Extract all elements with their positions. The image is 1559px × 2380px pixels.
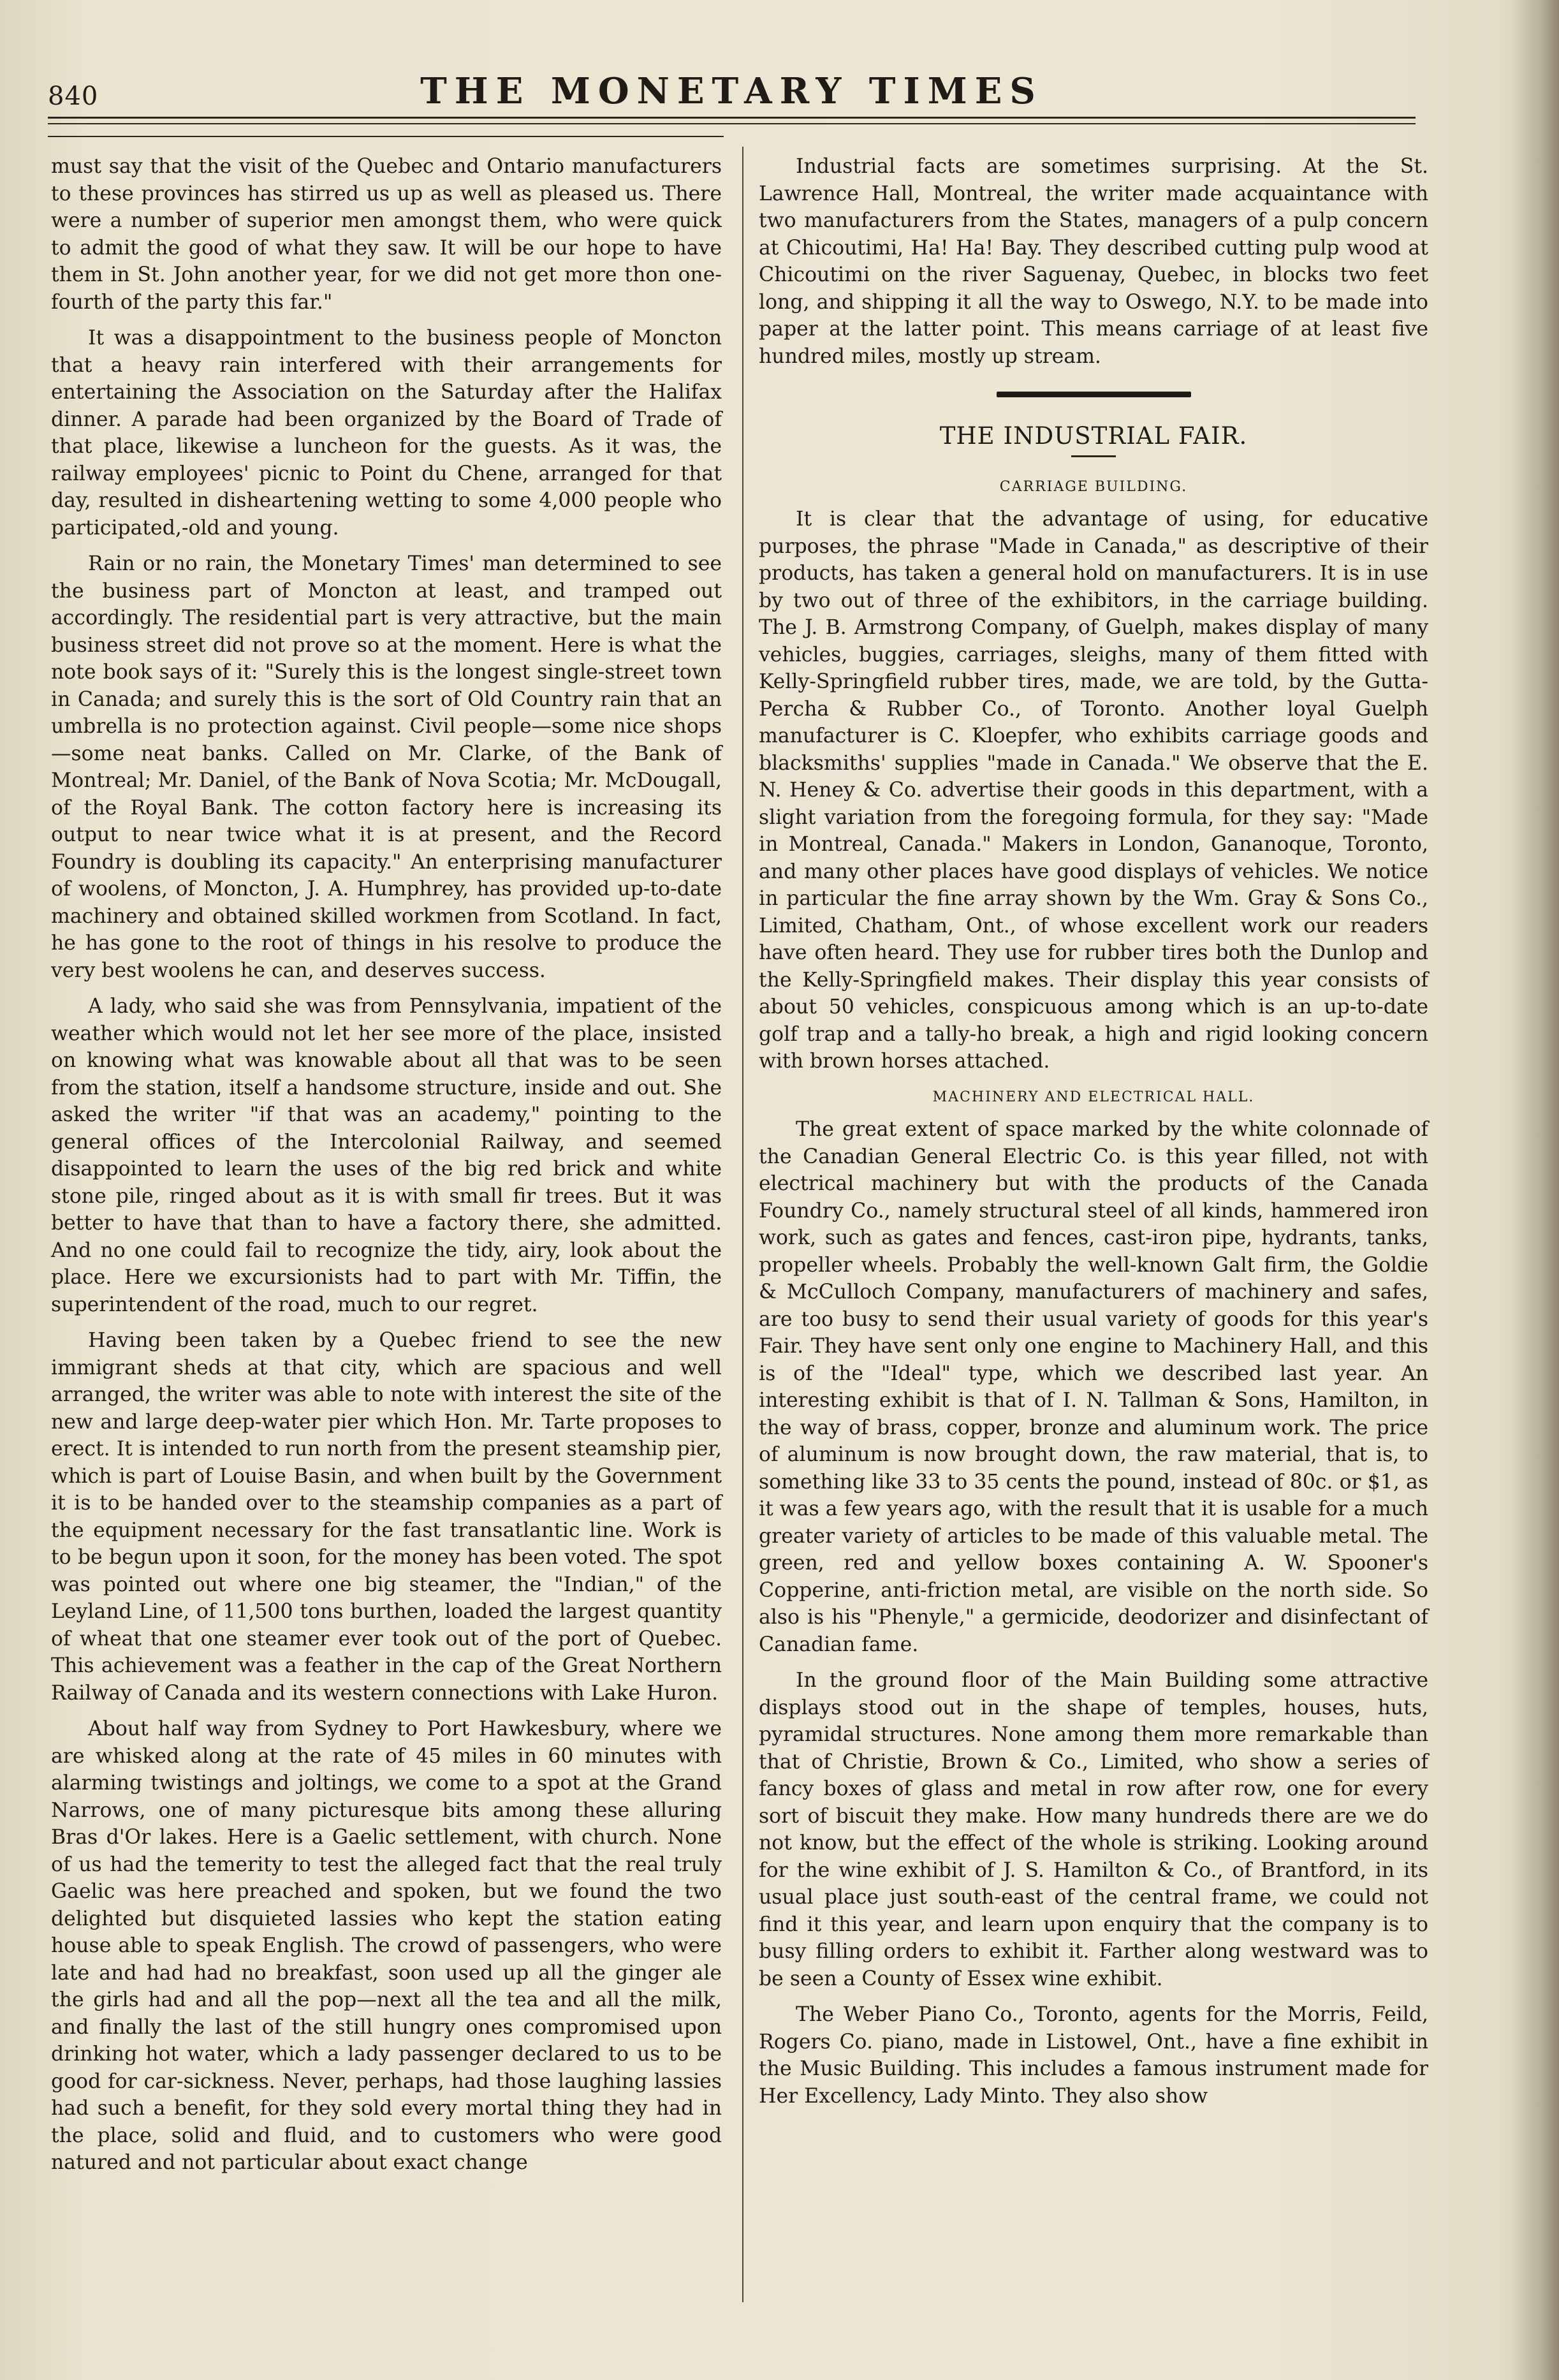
piano-paragraph: The Weber Piano Co., Toronto, agents for the Morris, Feild, Rogers Co. piano, made in Listowel, Ont., have a fine exhibit in the Music Building. This includes a famous instrument made for Her Excellency, Lady Minto. They also show bbox=[759, 2003, 1428, 2108]
intro-paragraph: Industrial facts are sometimes surprising. At the St. Lawrence Hall, Montreal, the writer made acquaintance with two manufacturers from the States, managers of a pulp concern at Chicoutimi, Ha! Ha! Bay. They described cutting pulp wood at Chicoutimi on the river Saguenay, Quebec, in blocks two feet long, and shipping it all the way to Oswego, N.Y. to be made into paper at the latter point. This means carriage of at least five hundred miles, mostly up stream. bbox=[759, 155, 1428, 368]
column-divider bbox=[742, 147, 743, 2302]
article-paragraph: must say that the visit of the Quebec and Ontario manufacturers to these provinces has stirred us up as well as pleased us. There were a number of superior men amongst them, who were quick to admit the good of what they saw. It will be our hope to have them in St. John another year, for we did not get more thon one-fourth of the party this far." bbox=[51, 155, 722, 314]
machinery-paragraph: The great extent of space marked by the white colonnade of the Canadian General Electric Co. is this year filled, not with electrical machinery but with the products of the Canada Foundry Co., namely structural steel of all kinds, hammered iron work, such as gates and fences, cast-iron pipe, hydrants, tanks, propeller wheels. Probably the well-known Galt firm, the Goldie & McCulloch Company, manufacturers of machinery and safes, are too busy to send their usual variety of goods for this year's Fair. They have sent only one engine to Machinery Hall, and this is of the "Ideal" type, which we described last year. An interesting exhibit is that of I. N. Tallman & Sons, Hamilton, in the way of brass, copper, bronze and aluminum work. The price of aluminum is now brought down, the raw material, that is, to something like 33 to 35 cents the pound, instead of 80c. or $1, as it was a few years ago, with the result that it is usable for a much greater variety of articles to be made of this valuable metal. The green, red and yellow boxes containing A. W. Spooner's Copperine, anti-friction metal, are visible on the north side. So also is his "Phenyle," a germicide, deodorizer and disinfectant of Canadian fame. bbox=[759, 1118, 1428, 1656]
page-header bbox=[48, 70, 1416, 115]
header-rule bbox=[48, 117, 1416, 119]
section-separator bbox=[997, 392, 1191, 397]
header-rule-double bbox=[48, 123, 1416, 124]
section-title: THE INDUSTRIAL FAIR. bbox=[939, 422, 1248, 450]
binding-shadow bbox=[1514, 0, 1559, 2380]
carriage-paragraph: It is clear that the advantage of using, for educative purposes, the phrase "Made in Canada," as descriptive of their products, has taken a general hold on manufacturers. It is in use by two out of three of the exhibitors, in the carriage building. The J. B. Armstrong Company, of Guelph, makes display of many vehicles, buggies, carriages, sleighs, many of them fitted with Kelly-Springfield rubber tires, made, we are told, by the Gutta-Percha & Rubber Co., of Toronto. Another loyal Guelph manufacturer is C. Kloepfer, who exhibits carriage goods and blacksmiths' supplies "made in Canada." We observe that the E. N. Heney & Co. advertise their goods in this department, with a slight variation from the foregoing formula, for they say: "Made in Montreal, Canada." Makers in London, Gananoque, Toronto, and many other places have good displays of vehicles. We notice in particular the fine array shown by the Wm. Gray & Sons Co., Limited, Chatham, Ont., of whose excellent work our readers have often heard. They use for rubber tires both the Dunlop and the Kelly-Springfield makes. Their display this year consists of about 50 vehicles, conspicuous among which is an up-to-date golf trap and a tally-ho break, a high and rigid looking concern with brown horses attached. bbox=[759, 508, 1428, 1073]
article-paragraph: Having been taken by a Quebec friend to see the new immigrant sheds at that city, which are spacious and well arranged, the writer was able to note with interest the site of the new and large deep-water pier which Hon. Mr. Tarte proposes to erect. It is intended to run north from the present steamship pier, which is part of Louise Basin, and when built by the Government it is to be handed over to the steamship companies as a part of the equipment necessary for the fast transatlantic line. Work is to be begun upon it soon, for the money has been voted. The spot was pointed out where one big steamer, the "Indian," of the Leyland Line, of 11,500 tons burthen, loaded the largest quantity of wheat that one steamer ever took out of the port of Quebec. This achievement was a feather in the cap of the Great Northern Railway of Canada and its western connections with Lake Huron. bbox=[51, 1329, 722, 1705]
left-column bbox=[51, 153, 722, 2185]
right-column bbox=[759, 153, 1428, 2119]
article-paragraph: It was a disappointment to the business people of Moncton that a heavy rain interfered with their arrangements for entertaining the Association on the Saturday after the Halifax dinner. A parade had been organized by the Board of Trade of that place, likewise a luncheon for the guests. As it was, the railway employees' picnic to Point du Chene, arranged for that day, resulted in disheartening wetting to some 4,000 people who participated,-old and young. bbox=[51, 327, 722, 540]
main-building-paragraph: In the ground floor of the Main Building some attractive displays stood out in the shape of temples, houses, huts, pyramidal structures. None among them more remarkable than that of Christie, Brown & Co., Limited, who show a series of fancy boxes of glass and metal in row after row, one for every sort of biscuit they make. How many hundreds there are we do not know, but the effect of the whole is striking. Looking around for the wine exhibit of J. S. Hamilton & Co., of Brantford, in its usual place just south-east of the central frame, we could not find it this year, and learn upon enquiry that the company is to busy filling orders to exhibit it. Farther along westward was to be seen a County of Essex wine exhibit. bbox=[759, 1669, 1428, 1990]
title-underline bbox=[1071, 455, 1116, 457]
left-column-rule bbox=[48, 136, 724, 137]
article-paragraph: Rain or no rain, the Monetary Times' man determined to see the business part of Moncton at least, and tramped out accordingly. The residential part is very attractive, but the main business street did not prove so at the moment. Here is what the note book says of it: "Surely this is the longest single-street town in Canada; and surely this is the sort of Old Country rain that an umbrella is no protection against. Civil people—some nice shops—some neat banks. Called on Mr. Clarke, of the Bank of Montreal; Mr. Daniel, of the Bank of Nova Scotia; Mr. McDougall, of the Royal Bank. The cotton factory here is increasing its output to near twice what it is at present, and the Record Foundry is doubling its capacity." An enterprising manufacturer of woolens, of Moncton, J. A. Humphrey, has provided up-to-date machinery and obtained skilled workmen from Scotland. In fact, he has gone to the root of things in his resolve to produce the very best woolens he can, and deserves success. bbox=[51, 552, 722, 982]
page-number: 840 bbox=[48, 82, 99, 111]
masthead-title: THE MONETARY TIMES bbox=[420, 70, 1043, 112]
article-paragraph: About half way from Sydney to Port Hawkesbury, where we are whisked along at the rate of 45 miles in 60 minutes with alarming twistings and joltings, we come to a spot at the Grand Narrows, one of many picturesque bits among these alluring Bras d'Or lakes. Here is a Gaelic settlement, with church. None of us had the temerity to test the alleged fact that the real truly Gaelic was here preached and spoken, but we found the two delighted but disquieted lassies who kept the station eating house able to speak English. The crowd of passengers, who were late and had had no breakfast, soon used up all the ginger ale the girls had and all the pop—next all the tea and all the milk, and finally the last of the still hungry ones compromised upon drinking hot water, which a lady passenger declared to us to be good for car-sickness. Never, perhaps, had those laughing lassies had such a benefit, for they sold every mortal thing they had in the place, solid and fluid, and to customers who were good natured and not particular about exact change bbox=[51, 1717, 722, 2174]
article-paragraph: A lady, who said she was from Pennsylvania, impatient of the weather which would not let her see more of the place, insisted on knowing what was knowable about all that was to be seen from the station, itself a handsome structure, inside and out. She asked the writer "if that was an academy," pointing to the general offices of the Intercolonial Railway, and seemed disappointed to learn the uses of the big red brick and white stone pile, ringed about as it is with small fir trees. But it was better to have that than to have a factory there, she admitted. And no one could fail to recognize the tidy, airy, look about the place. Here we excursionists had to part with Mr. Tiffin, the superintendent of the road, much to our regret. bbox=[51, 995, 722, 1316]
subsection-heading-machinery: MACHINERY AND ELECTRICAL HALL. bbox=[932, 1089, 1255, 1105]
subsection-heading-carriage: CARRIAGE BUILDING. bbox=[999, 478, 1188, 495]
